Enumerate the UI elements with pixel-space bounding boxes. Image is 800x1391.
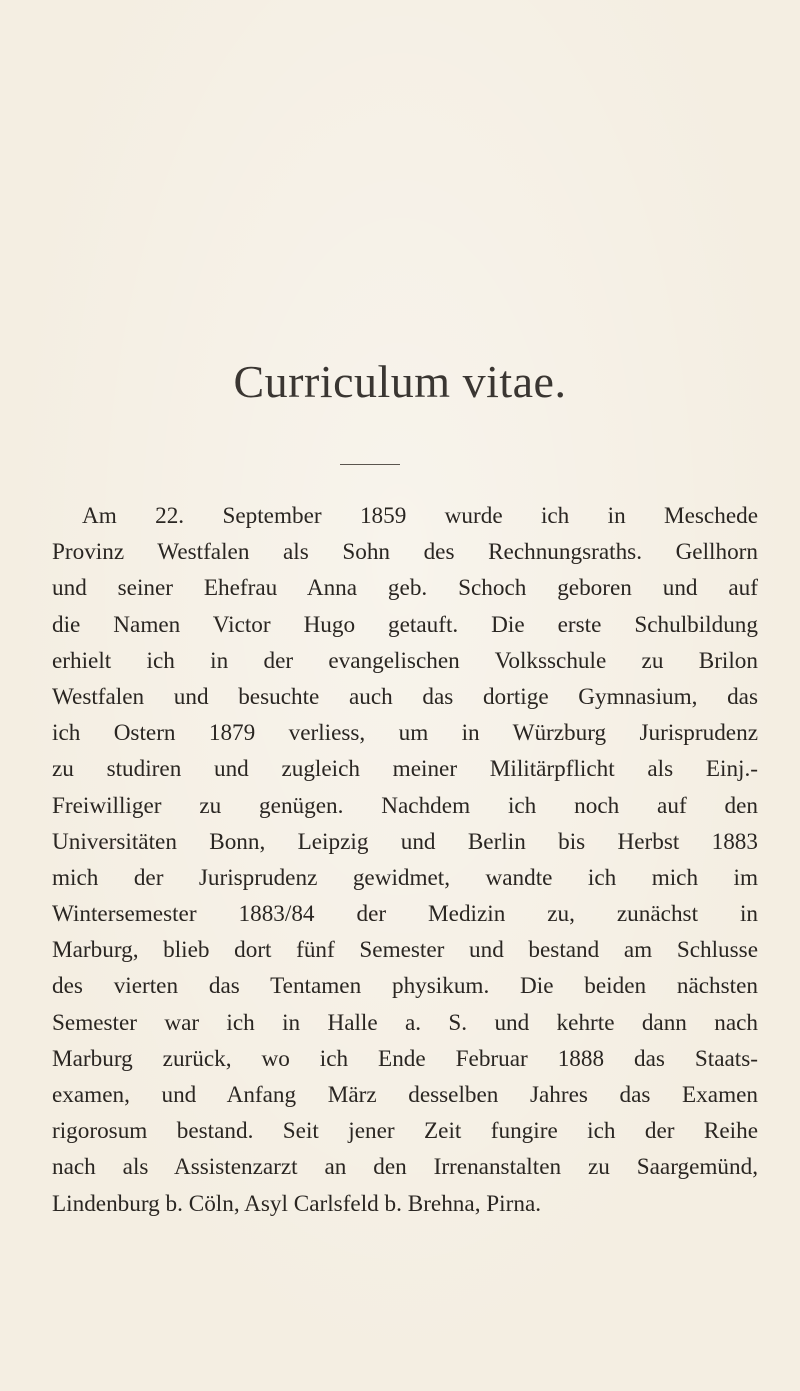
text-line: die Namen Victor Hugo getauft. Die erste Schulbildung xyxy=(52,611,758,638)
body-paragraph xyxy=(52,498,758,1222)
text-line: Lindenburg b. Cöln, Asyl Carlsfeld b. Brehna, Pirna. xyxy=(52,1190,542,1217)
text-line: Marburg, blieb dort fünf Semester und bestand am Schlusse xyxy=(52,937,758,964)
text-line: Marburg zurück, wo ich Ende Februar 1888 das Staats- xyxy=(52,1045,758,1072)
text-line: Am 22. September 1859 wurde ich in Meschede xyxy=(82,503,758,529)
text-line: und seiner Ehefrau Anna geb. Schoch geboren und auf xyxy=(52,575,758,602)
text-line: ich Ostern 1879 verliess, um in Würzburg Jurisprudenz xyxy=(52,720,758,747)
text-line: rigorosum bestand. Seit jener Zeit fungire ich der Reihe xyxy=(52,1118,758,1145)
text-line: Freiwilliger zu genügen. Nachdem ich noch auf den xyxy=(52,792,758,819)
text-line: Wintersemester 1883/84 der Medizin zu, zunächst in xyxy=(52,901,758,928)
text-line: nach als Assistenzarzt an den Irrenanstalten zu Saargemünd, xyxy=(52,1154,758,1181)
text-line: Provinz Westfalen als Sohn des Rechnungsraths. Gellhorn xyxy=(52,539,758,566)
text-line: Westfalen und besuchte auch das dortige Gymnasium, das xyxy=(52,683,758,710)
title-divider xyxy=(340,464,400,465)
text-line: examen, und Anfang März desselben Jahres das Examen xyxy=(52,1082,758,1108)
text-line: Universitäten Bonn, Leipzig und Berlin bis Herbst 1883 xyxy=(52,828,758,855)
page-title: Curriculum vitae. xyxy=(233,356,567,407)
text-line: erhielt ich in der evangelischen Volksschule zu Brilon xyxy=(52,647,758,674)
text-line: des vierten das Tentamen physikum. Die beiden nächsten xyxy=(52,973,758,1000)
text-line: zu studiren und zugleich meiner Militärpflicht als Einj.- xyxy=(52,756,758,783)
text-line: mich der Jurisprudenz gewidmet, wandte ich mich im xyxy=(52,864,758,891)
text-line: Semester war ich in Halle a. S. und kehrte dann nach xyxy=(52,1009,758,1036)
